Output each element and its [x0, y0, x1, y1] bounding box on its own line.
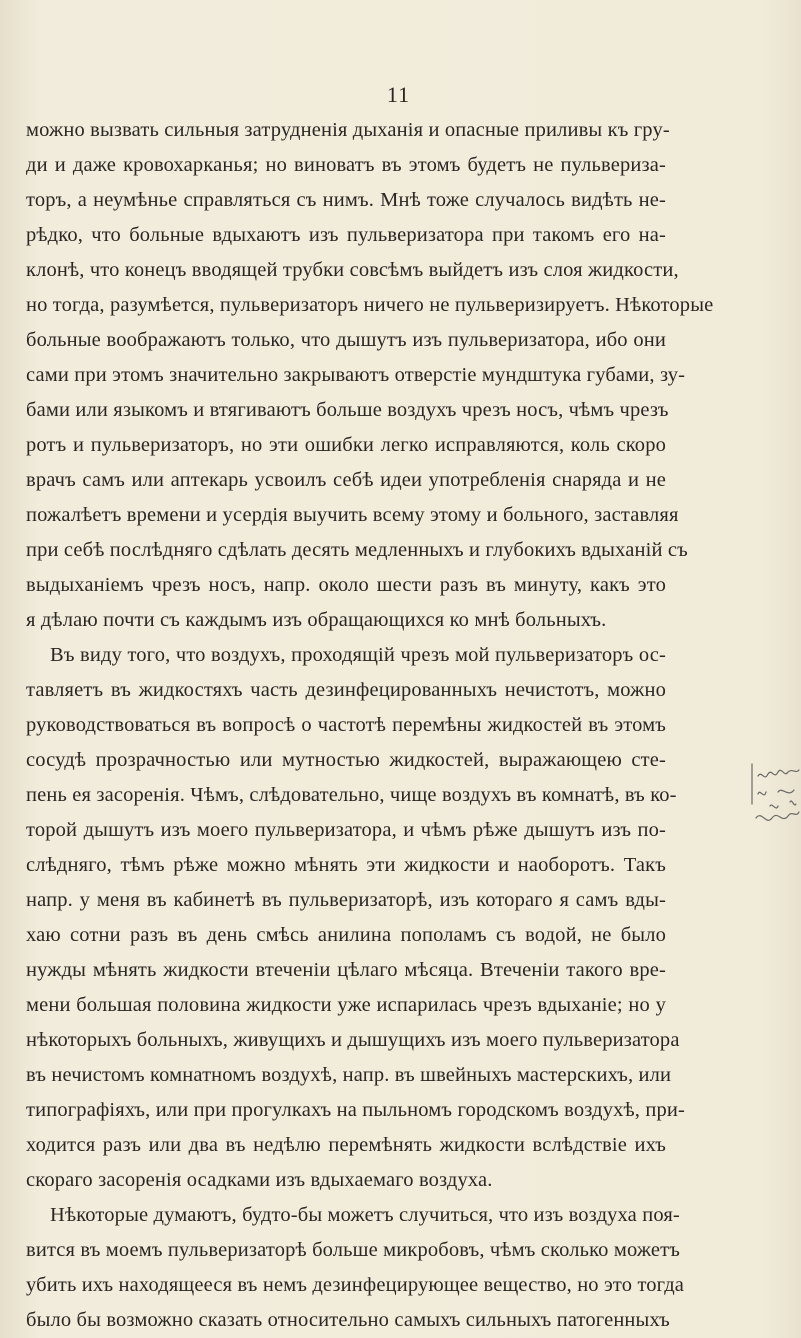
text-line: врачъ самъ или аптекарь усвоилъ себѣ идеи употребленія снаряда и не: [26, 469, 666, 491]
paragraph-start-line: Нѣкоторые думаютъ, будто-бы можетъ случиться, что изъ воздуха поя-: [50, 1204, 680, 1226]
text-line: вится въ моемъ пульверизаторѣ больше микробовъ, чѣмъ сколько можетъ: [26, 1239, 680, 1261]
text-line: нѣкоторыхъ больныхъ, живущихъ и дышущихъ изъ моего пульверизатора: [26, 1029, 680, 1051]
paragraph-end-line: скораго засоренія осадками изъ вдыхаемаго воздуха.: [26, 1169, 493, 1191]
text-line: пень ея засоренія. Чѣмъ, слѣдовательно, чище воздухъ въ комнатѣ, въ ко-: [26, 784, 677, 806]
text-line: нужды мѣнять жидкости втеченіи цѣлаго мѣсяца. Втеченіи такого вре-: [26, 959, 666, 981]
page-body-text: [26, 113, 714, 1338]
text-line: пожалѣетъ времени и усердія выучить всему этому и больного, заставляя: [26, 504, 679, 526]
text-line: тавляетъ въ жидкостяхъ часть дезинфецированныхъ нечистотъ, можно: [26, 679, 666, 701]
text-line: было бы возможно сказать относительно самыхъ сильныхъ патогенныхъ: [26, 1309, 670, 1331]
text-line: типографіяхъ, или при прогулкахъ на пыльномъ городскомъ воздухѣ, при-: [26, 1099, 685, 1121]
text-line: торой дышутъ изъ моего пульверизатора, и чѣмъ рѣже дышутъ изъ по-: [26, 819, 666, 841]
page-number: 11: [386, 82, 411, 107]
text-line: бами или языкомъ и втягиваютъ больше воздухъ чрезъ носъ, чѣмъ чрезъ: [26, 399, 669, 421]
text-line: рѣдко, что больные вдыхаютъ изъ пульверизатора при такомъ его на-: [26, 224, 666, 246]
text-line: убить ихъ находящееся въ немъ дезинфецирующее вещество, но это тогда: [26, 1274, 685, 1296]
text-line: выдыханіемъ чрезъ носъ, напр. около шести разъ въ минуту, какъ это: [26, 574, 666, 596]
text-line: ди и даже кровохарканья; но виноватъ въ этомъ будетъ не пульвериза-: [26, 154, 666, 176]
text-line: напр. у меня въ кабинетѣ въ пульверизаторѣ, изъ котораго я самъ вды-: [26, 889, 666, 911]
paragraph-start-line: Въ виду того, что воздухъ, проходящій чрезъ мой пульверизаторъ ос-: [50, 644, 666, 666]
text-line: ходится разъ или два въ недѣлю перемѣнять жидкости вслѣдствіе ихъ: [26, 1134, 666, 1156]
text-line: торъ, а неумѣнье справляться съ нимъ. Мнѣ тоже случалось видѣть не-: [26, 189, 666, 211]
text-line: больные воображаютъ только, что дышутъ изъ пульверизатора, ибо они: [26, 329, 666, 351]
paragraph-end-line: я дѣлаю почти съ каждымъ изъ обращающихся ко мнѣ больныхъ.: [26, 609, 607, 631]
text-line: руководствоваться въ вопросѣ о частотѣ перемѣны жидкостей въ этомъ: [26, 714, 666, 736]
text-line: клонѣ, что конецъ вводящей трубки совсѣмъ выйдетъ изъ слоя жидкости,: [26, 259, 679, 281]
text-line: въ нечистомъ комнатномъ воздухѣ, напр. въ швейныхъ мастерскихъ, или: [26, 1064, 672, 1086]
text-line: хаю сотни разъ въ день смѣсь анилина пополамъ съ водой, не было: [26, 924, 666, 946]
text-line: сосудѣ прозрачностью или мутностью жидкостей, выражающею сте-: [26, 749, 666, 771]
text-line: можно вызвать сильныя затрудненія дыханія и опасные приливы къ гру-: [26, 119, 670, 141]
text-line: мени большая половина жидкости уже испарилась чрезъ вдыханіе; но у: [26, 994, 666, 1016]
text-line: но тогда, разумѣется, пульверизаторъ ничего не пульверизируетъ. Нѣкоторые: [26, 294, 714, 316]
text-line: при себѣ послѣдняго сдѣлать десять медленныхъ и глубокихъ вдыханій съ: [26, 539, 688, 561]
handwritten-marginalia: [750, 762, 800, 872]
text-line: сами при этомъ значительно закрываютъ отверстіе мундштука губами, зу-: [26, 364, 686, 386]
text-line: слѣдняго, тѣмъ рѣже можно мѣнять эти жидкости и наоборотъ. Такъ: [26, 854, 666, 876]
text-line: ротъ и пульверизаторъ, но эти ошибки легко исправляются, коль скоро: [26, 434, 666, 456]
